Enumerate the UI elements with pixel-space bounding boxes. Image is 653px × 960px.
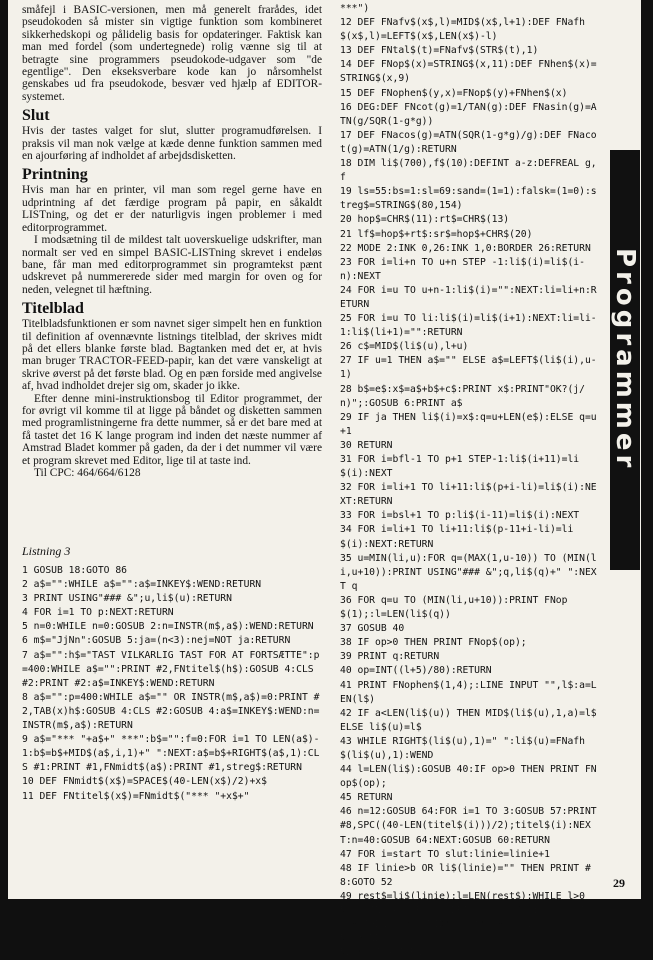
article-paragraph: Hvis man har en printer, vil man som regel gerne have en udprintning af det færdige program på papir, en såkaldt LISTning, og det er der naturligvis ingen problemer i med editorprogrammet. bbox=[22, 184, 322, 234]
article-paragraph: Titelbladsfunktionen er som navnet siger simpelt hen en funktion til definition af ovennævnte listnings titelblad, der skrives midt på det ellers blanke første blad. Bagtanken med det er, at hvis man bruger TRACTOR-FEED-papir, kan det være vanskeligt at skrive øverst på det første blad. Og en pæn forside med angivelse af, hvad indholdet drejer sig om, skader jo ikke. bbox=[22, 318, 322, 393]
page-number: 29 bbox=[613, 876, 625, 890]
code-line: 36 FOR q=u TO (MIN(li,u+10)):PRINT FNop$(1);:l=LEN(li$(q)) bbox=[340, 594, 568, 621]
code-line: 32 FOR i=li+1 TO li+11:li$(p+i-li)=li$(i):NEXT:RETURN bbox=[340, 482, 597, 508]
code-line: 47 FOR i=start TO slut:linie=linie+1 bbox=[340, 848, 550, 860]
code-line: 10 DEF FNmidt$(x$)=SPACE$(40-LEN(x$)/2)+x$ bbox=[22, 776, 267, 788]
code-line: 25 FOR i=u TO li:li$(i)=li$(i+1):NEXT:li=li-1:li$(li+1)="":RETURN bbox=[340, 313, 597, 339]
code-line: 50 PRINT #8,SPC(6)LEFT$(rest$,69):l=l-69:IF l>0 THEN rest$=MID$(rest$,70):i=i+1 bbox=[340, 905, 597, 931]
code-line: 24 FOR i=u TO u+n-1:li$(i)="":NEXT:li=li+n:RETURN bbox=[340, 284, 597, 310]
code-line: 17 DEF FNacos(g)=ATN(SQR(1-g*g)/g):DEF FNacot(g)=ATN(1/g):RETURN bbox=[340, 129, 597, 155]
code-line: 9 a$="*** "+a$+" ***":b$="":f=0:FOR i=1 TO LEN(a$)-1:b$=b$+MID$(a$,i,1)+" ":NEXT:a$=b$+RIGHT$(a$,1):CLS #1:PRINT #1,FNmidt$(a$):PRINT #1,streg$:RETURN bbox=[22, 734, 320, 774]
code-line: 8 a$="":p=400:WHILE a$="" OR INSTR(m$,a$)=0:PRINT #2,TAB(x)h$:GOSUB 4:CLS #2:GOSUB 4:a$=INKEY$:WEND:n=INSTR(m$,a$):RETURN bbox=[22, 691, 320, 732]
code-line: 52 NEXT:RETURN bbox=[340, 947, 422, 959]
code-line: 48 IF linie>b OR li$(linie)="" THEN PRINT #8:GOTO 52 bbox=[340, 862, 591, 888]
section-sidebar-tab bbox=[610, 150, 640, 570]
code-line: 35 u=MIN(li,u):FOR q=(MAX(1,u-10)) TO (MIN(li,u+10)):PRINT USING"### &";q,li$(q)+" ":NEXT q bbox=[340, 552, 597, 592]
code-line: 33 FOR i=bsl+1 TO p:li$(i-11)=li$(i):NEXT bbox=[340, 510, 580, 522]
article-paragraph: Hvis der tastes valget for slut, slutter programudførelsen. I praksis vil man nok vælge at kæde denne funktion sammen med en ajourføring af indholdet af arbejdsdisketten. bbox=[22, 125, 322, 163]
code-line: 19 ls=55:bs=1:sl=69:sand=(1=1):falsk=(1=0):streg$=STRING$(80,154) bbox=[340, 186, 597, 212]
code-line: 18 DIM li$(700),f$(10):DEFINT a-z:DEFREAL g,f bbox=[340, 158, 597, 184]
code-line: 6 m$="JjNn":GOSUB 5:ja=(n<3):nej=NOT ja:RETURN bbox=[22, 635, 291, 647]
code-listing-left bbox=[22, 564, 324, 804]
code-line: 26 c$=MID$(li$(u),l+u) bbox=[340, 341, 469, 353]
code-line: 34 FOR i=li+1 TO li+11:li$(p-11+i-li)=li$(i):NEXT:RETURN bbox=[340, 524, 574, 550]
code-line: 27 IF u=1 THEN a$="" ELSE a$=LEFT$(li$(i),u-1) bbox=[340, 355, 597, 381]
section-sidebar-label: Programmer bbox=[610, 248, 640, 472]
code-line: 31 FOR i=bfl-1 TO p+1 STEP-1:li$(i+11)=li$(i):NEXT bbox=[340, 454, 580, 480]
code-line: 13 DEF FNtal$(t)=FNafv$(STR$(t),1) bbox=[340, 45, 539, 57]
code-line: 40 op=INT((l+5)/80):RETURN bbox=[340, 665, 492, 677]
listing-label: Listning 3 bbox=[22, 544, 71, 558]
code-line: 45 RETURN bbox=[340, 792, 393, 804]
code-line: 42 IF a<LEN(li$(u)) THEN MID$(li$(u),1,a)=l$ ELSE li$(u)=l$ bbox=[340, 707, 603, 733]
code-line: 44 l=LEN(li$):GOSUB 40:IF op>0 THEN PRINT FNop$(op); bbox=[340, 764, 597, 790]
article-paragraph: Efter denne mini-instruktionsbog til Editor programmet, der for øvrigt vil komme til at ligge på båndet og disketten sammen med programlistningerne fra dette nummer, så er det bare med at få tastet det 16 K lange program ind inden det næste nummer af Amstrad Bladet kommer på gaden, da der i det nummer vil være et program skrevet med Editor, lige til at taste ind. bbox=[22, 392, 322, 467]
code-line: 2 a$="":WHILE a$="":a$=INKEY$:WEND:RETURN bbox=[22, 579, 262, 591]
code-line: 22 MODE 2:INK 0,26:INK 1,0:BORDER 26:RETURN bbox=[340, 242, 591, 254]
code-line: 15 DEF FNophen$(y,x)=FNop$(y)+FNhen$(x) bbox=[340, 87, 568, 99]
code-line: 28 b$=e$:x$=a$+b$+c$:PRINT x$:PRINT"OK?(j/n)";:GOSUB 6:PRINT a$ bbox=[340, 383, 585, 409]
code-line: 43 WHILE RIGHT$(li$(u),1)=" ":li$(u)=FNafh$(li$(u),1):WEND bbox=[340, 735, 585, 761]
article-paragraph: I modsætning til de mildest talt uoverskuelige udskrifter, man normalt ser ved en simpel BASIC-LISTning skrevet i endeløs bane, får man med editorprogrammet sin programtekst pænt udskrevet på nummererede sider med margin for oven og for neden, velegnet til hæftning. bbox=[22, 234, 322, 296]
code-line: ***") bbox=[340, 3, 370, 14]
code-line: 3 PRINT USING"### &";u,li$(u):RETURN bbox=[22, 593, 232, 605]
code-line: 46 n=12:GOSUB 64:FOR i=1 TO 3:GOSUB 57:PRINT #8,SPC((40-LEN(titel$(i)))/2);titel$(i):NEXT:n=40:GOSUB 64:NEXT:GOSUB 60:RETURN bbox=[340, 806, 603, 846]
code-line: 38 IF op>0 THEN PRINT FNop$(op); bbox=[340, 637, 527, 649]
code-line: 23 FOR i=li+n TO u+n STEP -1:li$(i)=li$(i-n):NEXT bbox=[340, 256, 585, 282]
code-line: 4 FOR i=1 TO p:NEXT:RETURN bbox=[22, 607, 174, 619]
code-line: 12 DEF FNafv$(x$,l)=MID$(x$,l+1):DEF FNafh$(x$,l)=LEFT$(x$,LEN(x$)-l) bbox=[340, 17, 585, 43]
section-heading-printning: Printning bbox=[22, 166, 88, 184]
section-heading-slut: Slut bbox=[22, 107, 50, 125]
cpc-compatibility-note: Til CPC: 464/664/6128 bbox=[34, 467, 141, 479]
magazine-page bbox=[8, 0, 641, 959]
code-line: 37 GOSUB 40 bbox=[340, 623, 405, 635]
article-paragraph: småfejl i BASIC-versionen, men må generelt frarådes, idet pseudokoden så mister sin vigtige funktion som kombineret sikkerhedskopi og pålidelig basis for opdateringer. Faktisk kan man med fordel (som undertegnede) rolig vænne sig til at betragte sine programmers pseudokode-udgaver som "de egentlige". Den ekseksverbare kode kan jo nårsomhelst genskabes ud fra pseudokode, besvær ved hjælp af EDITOR-systemet. bbox=[22, 4, 322, 103]
code-line: 14 DEF FNop$(x)=STRING$(x,11):DEF FNhen$(x)=STRING$(x,9) bbox=[340, 59, 597, 85]
code-line: 1 GOSUB 18:GOTO 86 bbox=[22, 565, 127, 576]
code-line: 11 DEF FNtitel$(x$)=FNmidt$("*** "+x$+" bbox=[22, 790, 250, 802]
code-line: 20 hop$=CHR$(11):rt$=CHR$(13) bbox=[340, 214, 510, 226]
code-line: 30 RETURN bbox=[340, 439, 393, 451]
code-line: 5 n=0:WHILE n=0:GOSUB 2:n=INSTR(m$,a$):WEND:RETURN bbox=[22, 621, 314, 633]
section-heading-titelblad: Titelblad bbox=[22, 300, 84, 318]
code-line: 39 PRINT q:RETURN bbox=[340, 651, 440, 663]
code-line: 41 PRINT FNophen$(1,4);:LINE INPUT "",l$:a=LEN(l$) bbox=[340, 679, 597, 705]
code-line: 21 lf$=hop$+rt$:sr$=hop$+CHR$(20) bbox=[340, 228, 533, 240]
article-column bbox=[22, 4, 322, 544]
code-line: 7 a$="":h$="TAST VILKARLIG TAST FOR AT FORTSÆTTE":p=400:WHILE a$="":PRINT #2,FNtitel$(h$):GOSUB 4:CLS #2:PRINT #2:a$=INKEY$:WEND:RETURN bbox=[22, 649, 320, 689]
code-line: 16 DEG:DEF FNcot(g)=1/TAN(g):DEF FNasin(g)=ATN(g/SQR(1-g*g)) bbox=[340, 101, 597, 127]
code-line: 29 IF ja THEN li$(i)=x$:q=u+LEN(e$):ELSE q=u+1 bbox=[340, 411, 597, 437]
code-listing-right bbox=[340, 2, 602, 960]
code-line: 51 WEND bbox=[340, 933, 381, 945]
code-line: 49 rest$=li$(linie):l=LEN(rest$):WHILE l>0 bbox=[340, 890, 585, 902]
